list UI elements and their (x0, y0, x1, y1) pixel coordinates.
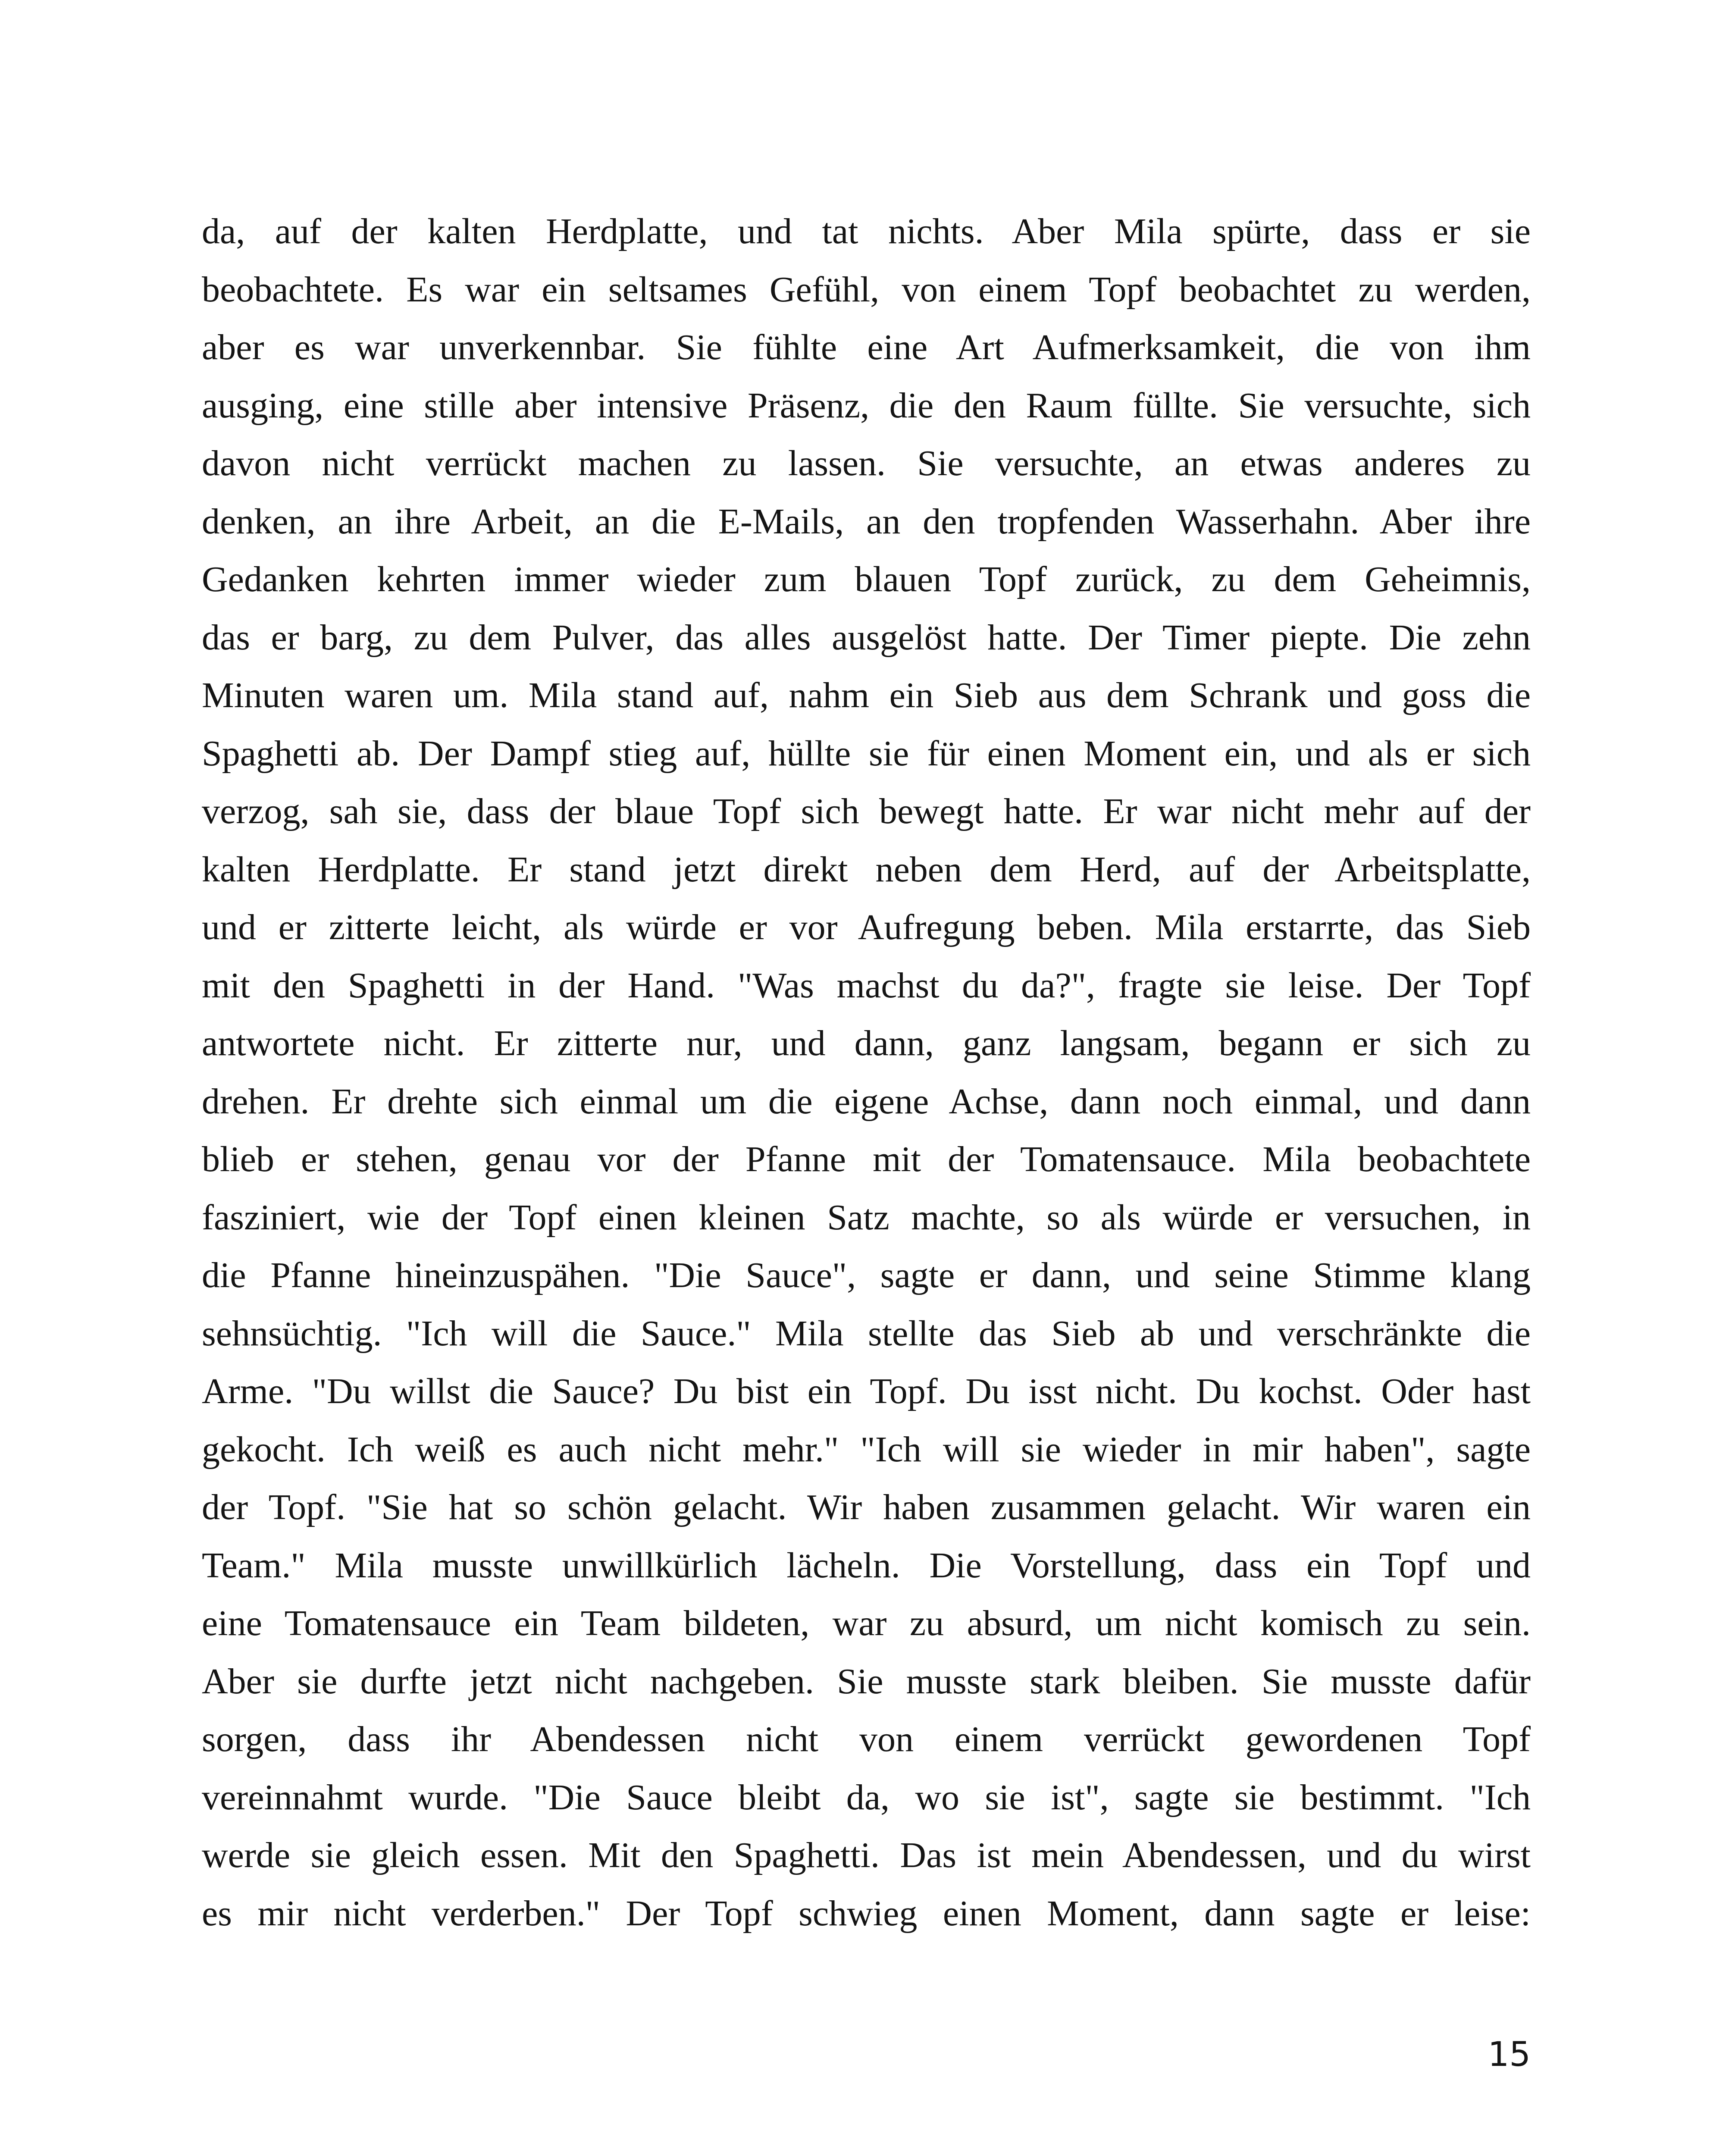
text-line: davon nicht verrückt machen zu lassen. Sie versuchte, an etwas anderes zu (202, 443, 1531, 483)
text-line: vereinnahmt wurde. "Die Sauce bleibt da, wo sie ist", sagte sie bestimmt. "Ich (202, 1777, 1531, 1818)
text-line: Team." Mila musste unwillkürlich lächeln. Die Vorstellung, dass ein Topf und (202, 1545, 1531, 1586)
text-line: das er barg, zu dem Pulver, das alles ausgelöst hatte. Der Timer piepte. Die zehn (202, 617, 1531, 658)
text-line: da, auf der kalten Herdplatte, und tat nichts. Aber Mila spürte, dass er sie (202, 211, 1531, 251)
text-line: Spaghetti ab. Der Dampf stieg auf, hüllte sie für einen Moment ein, und als er sich (202, 733, 1531, 774)
page-number: 15 (1488, 2035, 1531, 2074)
text-line: antwortete nicht. Er zitterte nur, und dann, ganz langsam, begann er sich zu (202, 1023, 1531, 1063)
text-line: aber es war unverkennbar. Sie fühlte eine Art Aufmerksamkeit, die von ihm (202, 327, 1531, 367)
text-line: fasziniert, wie der Topf einen kleinen Satz machte, so als würde er versuchen, in (202, 1197, 1531, 1238)
text-line: kalten Herdplatte. Er stand jetzt direkt neben dem Herd, auf der Arbeitsplatte, (202, 849, 1531, 890)
text-line: Minuten waren um. Mila stand auf, nahm ein Sieb aus dem Schrank und goss die (202, 675, 1531, 715)
text-line: verzog, sah sie, dass der blaue Topf sich bewegt hatte. Er war nicht mehr auf der (202, 791, 1531, 831)
text-line: gekocht. Ich weiß es auch nicht mehr." "Ich will sie wieder in mir haben", sagte (202, 1429, 1531, 1470)
text-line: und er zitterte leicht, als würde er vor Aufregung beben. Mila erstarrte, das Sieb (202, 907, 1531, 947)
text-line: sehnsüchtig. "Ich will die Sauce." Mila stellte das Sieb ab und verschränkte die (202, 1313, 1531, 1354)
text-line: der Topf. "Sie hat so schön gelacht. Wir haben zusammen gelacht. Wir waren ein (202, 1487, 1531, 1527)
text-line: Arme. "Du willst die Sauce? Du bist ein Topf. Du isst nicht. Du kochst. Oder hast (202, 1371, 1531, 1411)
text-line: Aber sie durfte jetzt nicht nachgeben. Sie musste stark bleiben. Sie musste dafür (202, 1661, 1531, 1702)
text-line: drehen. Er drehte sich einmal um die eigene Achse, dann noch einmal, und dann (202, 1081, 1531, 1122)
text-line: werde sie gleich essen. Mit den Spaghetti. Das ist mein Abendessen, und du wirst (202, 1835, 1531, 1875)
text-line: denken, an ihre Arbeit, an die E-Mails, an den tropfenden Wasserhahn. Aber ihre (202, 501, 1531, 542)
body-text (202, 203, 1531, 1943)
text-line: mit den Spaghetti in der Hand. "Was machst du da?", fragte sie leise. Der Topf (202, 965, 1531, 1006)
text-line: Gedanken kehrten immer wieder zum blauen Topf zurück, zu dem Geheimnis, (202, 559, 1531, 599)
text-line: die Pfanne hineinzuspähen. "Die Sauce", sagte er dann, und seine Stimme klang (202, 1255, 1531, 1295)
text-line: eine Tomatensauce ein Team bildeten, war zu absurd, um nicht komisch zu sein. (202, 1603, 1531, 1643)
text-line: ausging, eine stille aber intensive Präsenz, die den Raum füllte. Sie versuchte, sich (202, 385, 1531, 426)
text-line: beobachtete. Es war ein seltsames Gefühl, von einem Topf beobachtet zu werden, (202, 269, 1531, 310)
text-line: sorgen, dass ihr Abendessen nicht von einem verrückt gewordenen Topf (202, 1719, 1531, 1759)
text-line: es mir nicht verderben." Der Topf schwieg einen Moment, dann sagte er leise: (202, 1893, 1531, 1934)
text-line: blieb er stehen, genau vor der Pfanne mit der Tomatensauce. Mila beobachtete (202, 1139, 1531, 1179)
